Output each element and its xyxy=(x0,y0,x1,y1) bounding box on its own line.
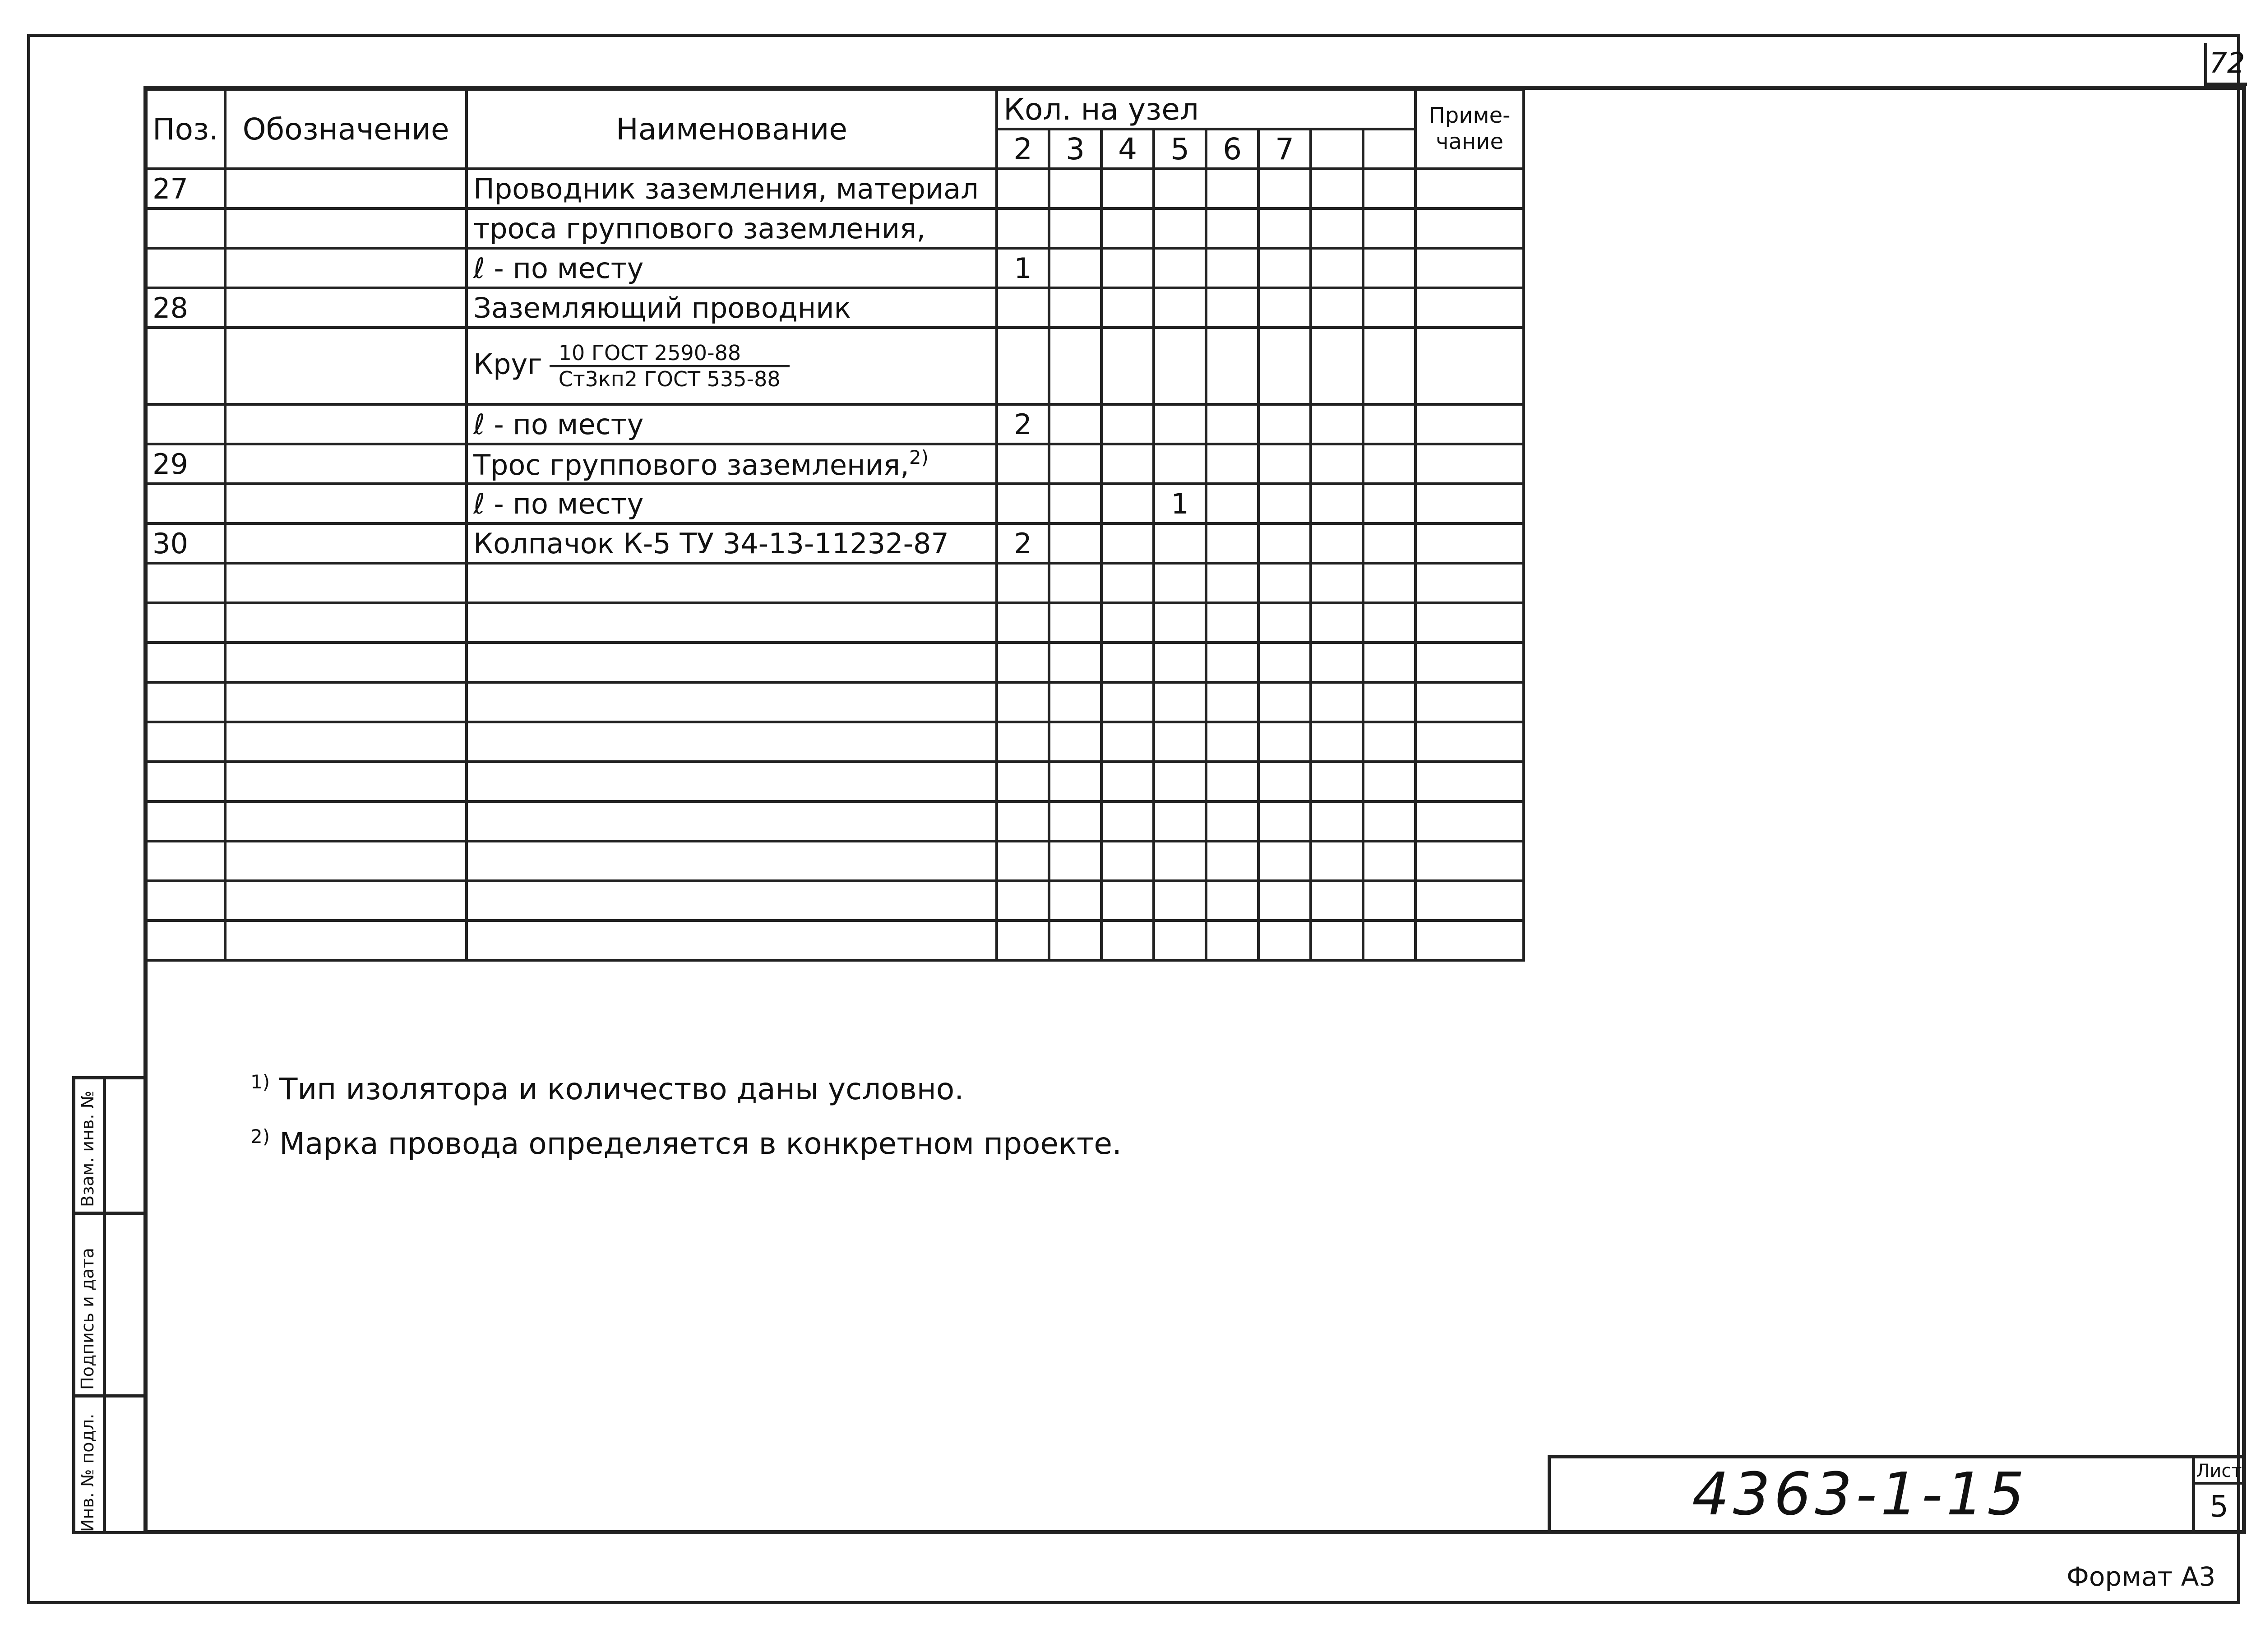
empty-cell xyxy=(1258,762,1311,801)
empty-cell xyxy=(225,682,467,722)
table-row xyxy=(146,248,1524,288)
empty-cell xyxy=(1206,921,1258,960)
empty-cell xyxy=(1154,801,1206,841)
qty-cell xyxy=(997,208,1049,248)
row-designation xyxy=(225,404,467,444)
empty-cell xyxy=(1258,881,1311,921)
row-note xyxy=(1415,404,1524,444)
empty-row xyxy=(146,841,1524,881)
empty-cell xyxy=(1049,762,1101,801)
qty-cell xyxy=(1101,169,1154,208)
empty-cell xyxy=(1206,643,1258,682)
row-name xyxy=(467,248,997,288)
empty-cell xyxy=(1206,841,1258,881)
qty-cell xyxy=(1101,328,1154,404)
row-note xyxy=(1415,248,1524,288)
empty-cell xyxy=(1415,682,1524,722)
row-note xyxy=(1415,444,1524,484)
empty-cell xyxy=(1049,603,1101,643)
empty-cell xyxy=(1363,921,1415,960)
sheet-corner-number: 72 xyxy=(2204,43,2247,86)
empty-cell xyxy=(1311,643,1363,682)
empty-cell xyxy=(1415,762,1524,801)
table-row xyxy=(146,404,1524,444)
qty-cell xyxy=(1101,523,1154,563)
row-name xyxy=(467,484,997,523)
qty-cell xyxy=(1101,404,1154,444)
empty-cell xyxy=(1049,682,1101,722)
empty-row xyxy=(146,801,1524,841)
qty-cell xyxy=(1258,523,1311,563)
qty-cell xyxy=(1311,404,1363,444)
empty-cell xyxy=(1101,603,1154,643)
empty-cell xyxy=(1154,841,1206,881)
row-name-text: ℓ - по месту xyxy=(473,407,644,441)
qty-cell xyxy=(997,169,1049,208)
qty-cell xyxy=(1101,484,1154,523)
qty-cell xyxy=(1363,208,1415,248)
qty-col-header: 7 xyxy=(1258,129,1311,169)
empty-cell xyxy=(1206,563,1258,603)
empty-cell xyxy=(1415,881,1524,921)
qty-cell xyxy=(1049,484,1101,523)
empty-cell xyxy=(1154,921,1206,960)
empty-cell xyxy=(467,881,997,921)
qty-cell xyxy=(1258,208,1311,248)
empty-cell xyxy=(1101,801,1154,841)
empty-cell xyxy=(1311,722,1363,762)
qty-col-header: 2 xyxy=(997,129,1049,169)
empty-cell xyxy=(1415,801,1524,841)
empty-cell xyxy=(225,881,467,921)
empty-cell xyxy=(1101,563,1154,603)
empty-cell xyxy=(467,682,997,722)
row-pos: 27 xyxy=(146,169,225,208)
empty-cell xyxy=(467,801,997,841)
table-row xyxy=(146,328,1524,404)
header-row xyxy=(146,89,1524,129)
empty-cell xyxy=(1415,563,1524,603)
empty-cell xyxy=(467,643,997,682)
empty-cell xyxy=(1311,841,1363,881)
empty-cell xyxy=(1206,881,1258,921)
row-note xyxy=(1415,169,1524,208)
empty-cell xyxy=(1154,762,1206,801)
empty-cell xyxy=(1154,563,1206,603)
empty-cell xyxy=(467,563,997,603)
row-name-text: ℓ - по месту xyxy=(473,487,644,520)
qty-cell xyxy=(1206,328,1258,404)
qty-cell xyxy=(1311,328,1363,404)
row-note xyxy=(1415,328,1524,404)
qty-cell xyxy=(1206,404,1258,444)
fraction-denominator: Ст3кп2 ГОСТ 535-88 xyxy=(558,366,781,391)
empty-cell xyxy=(225,643,467,682)
empty-cell xyxy=(1049,921,1101,960)
qty-cell xyxy=(1101,248,1154,288)
empty-cell xyxy=(1101,881,1154,921)
row-pos: 28 xyxy=(146,288,225,328)
empty-cell xyxy=(1415,643,1524,682)
qty-cell xyxy=(1154,523,1206,563)
qty-cell xyxy=(1258,484,1311,523)
qty-cell xyxy=(1311,523,1363,563)
empty-cell xyxy=(1101,722,1154,762)
empty-cell xyxy=(997,881,1049,921)
row-name-text: Заземляющий проводник xyxy=(473,291,851,324)
empty-cell xyxy=(225,762,467,801)
empty-cell xyxy=(1415,722,1524,762)
empty-cell xyxy=(1101,682,1154,722)
empty-cell xyxy=(1258,921,1311,960)
empty-cell xyxy=(997,841,1049,881)
table-row xyxy=(146,444,1524,484)
empty-cell xyxy=(1101,762,1154,801)
qty-cell xyxy=(1154,404,1206,444)
table-row xyxy=(146,169,1524,208)
empty-row xyxy=(146,722,1524,762)
qty-cell xyxy=(1311,288,1363,328)
row-designation xyxy=(225,208,467,248)
fraction-numerator: 10 ГОСТ 2590-88 xyxy=(550,341,790,367)
row-pos: 30 xyxy=(146,523,225,563)
row-pos: 29 xyxy=(146,444,225,484)
empty-cell xyxy=(997,563,1049,603)
empty-cell xyxy=(1154,682,1206,722)
empty-cell xyxy=(146,762,225,801)
empty-cell xyxy=(1415,603,1524,643)
empty-cell xyxy=(225,841,467,881)
qty-cell xyxy=(1206,523,1258,563)
table-row xyxy=(146,208,1524,248)
row-pos xyxy=(146,328,225,404)
empty-cell xyxy=(146,881,225,921)
empty-cell xyxy=(1311,762,1363,801)
side-stamp-original-inv: Инв. № подл. xyxy=(78,1413,97,1532)
header-note: Приме- чание xyxy=(1415,89,1524,169)
qty-cell xyxy=(1206,288,1258,328)
qty-cell xyxy=(1363,523,1415,563)
empty-cell xyxy=(1363,801,1415,841)
row-name xyxy=(467,328,997,404)
qty-cell xyxy=(1363,404,1415,444)
footnotes xyxy=(250,1058,1122,1167)
empty-cell xyxy=(1154,881,1206,921)
qty-cell xyxy=(1049,208,1101,248)
qty-cell xyxy=(1049,523,1101,563)
empty-cell xyxy=(1311,881,1363,921)
row-name-text: Колпачок К-5 ТУ 34-13-11232-87 xyxy=(473,527,949,560)
qty-cell xyxy=(1101,208,1154,248)
empty-cell xyxy=(1258,563,1311,603)
table-row xyxy=(146,288,1524,328)
qty-cell: 2 xyxy=(997,404,1049,444)
empty-row xyxy=(146,762,1524,801)
empty-cell xyxy=(1206,722,1258,762)
qty-col-header: 3 xyxy=(1049,129,1101,169)
footnote-2: $^{2)}$ Марка провода определяется в конкретном проекте. xyxy=(250,1125,1122,1161)
qty-cell xyxy=(1363,288,1415,328)
row-pos xyxy=(146,208,225,248)
empty-cell xyxy=(1206,801,1258,841)
empty-cell xyxy=(997,603,1049,643)
specification-table xyxy=(144,88,1525,962)
empty-cell xyxy=(225,563,467,603)
row-note xyxy=(1415,523,1524,563)
empty-cell xyxy=(146,643,225,682)
row-note xyxy=(1415,484,1524,523)
empty-cell xyxy=(1049,801,1101,841)
sheet-number: 5 xyxy=(2210,1489,2228,1524)
empty-cell xyxy=(1258,722,1311,762)
qty-cell xyxy=(1206,444,1258,484)
qty-col-header: 5 xyxy=(1154,129,1206,169)
empty-cell xyxy=(225,801,467,841)
sheet-label: Лист xyxy=(2194,1458,2244,1485)
empty-cell xyxy=(1049,563,1101,603)
empty-cell xyxy=(1154,603,1206,643)
empty-cell xyxy=(1311,801,1363,841)
qty-cell xyxy=(1206,484,1258,523)
empty-cell xyxy=(1415,841,1524,881)
empty-cell xyxy=(997,722,1049,762)
qty-cell xyxy=(1049,444,1101,484)
qty-cell xyxy=(1258,288,1311,328)
qty-cell xyxy=(1311,484,1363,523)
qty-cell xyxy=(1154,208,1206,248)
qty-cell xyxy=(1049,404,1101,444)
empty-cell xyxy=(1311,563,1363,603)
qty-col-header xyxy=(1363,129,1415,169)
qty-cell xyxy=(1206,248,1258,288)
row-pos xyxy=(146,404,225,444)
empty-cell xyxy=(1363,603,1415,643)
qty-cell xyxy=(1101,444,1154,484)
side-stamp-divider xyxy=(72,1394,147,1397)
row-name xyxy=(467,288,997,328)
qty-cell: 1 xyxy=(1154,484,1206,523)
header-pos: Поз. xyxy=(146,89,225,169)
qty-cell xyxy=(1154,169,1206,208)
row-name xyxy=(467,404,997,444)
empty-row xyxy=(146,643,1524,682)
empty-cell xyxy=(1154,643,1206,682)
empty-cell xyxy=(1154,722,1206,762)
qty-col-header xyxy=(1311,129,1363,169)
side-stamp-replacement-inv: Взам. инв. № xyxy=(78,1090,97,1207)
empty-cell xyxy=(467,722,997,762)
empty-row xyxy=(146,921,1524,960)
empty-row xyxy=(146,603,1524,643)
qty-cell xyxy=(1049,169,1101,208)
qty-cell xyxy=(1154,248,1206,288)
empty-cell xyxy=(1101,643,1154,682)
empty-cell xyxy=(1258,801,1311,841)
table-row xyxy=(146,484,1524,523)
empty-cell xyxy=(467,841,997,881)
header-name: Наименование xyxy=(467,89,997,169)
row-name xyxy=(467,523,997,563)
empty-cell xyxy=(1363,563,1415,603)
qty-cell xyxy=(1258,328,1311,404)
qty-cell xyxy=(1363,248,1415,288)
qty-cell xyxy=(997,484,1049,523)
empty-cell xyxy=(1258,841,1311,881)
empty-cell xyxy=(1363,881,1415,921)
empty-cell xyxy=(146,921,225,960)
empty-cell xyxy=(225,722,467,762)
empty-cell xyxy=(1049,881,1101,921)
qty-cell xyxy=(1363,328,1415,404)
empty-cell xyxy=(1311,682,1363,722)
side-stamp-divider xyxy=(72,1212,147,1215)
empty-cell xyxy=(997,762,1049,801)
empty-cell xyxy=(146,841,225,881)
qty-cell xyxy=(1049,248,1101,288)
empty-cell xyxy=(467,921,997,960)
qty-cell: 1 xyxy=(997,248,1049,288)
qty-cell xyxy=(1049,328,1101,404)
row-designation xyxy=(225,444,467,484)
empty-cell xyxy=(1206,603,1258,643)
row-name-text: ℓ - по месту xyxy=(473,251,644,285)
empty-cell xyxy=(467,603,997,643)
empty-cell xyxy=(1049,643,1101,682)
empty-cell xyxy=(1049,841,1101,881)
qty-cell xyxy=(1049,288,1101,328)
material-fraction xyxy=(550,341,790,391)
qty-cell xyxy=(1363,444,1415,484)
empty-cell xyxy=(146,722,225,762)
qty-cell xyxy=(1154,444,1206,484)
empty-cell xyxy=(146,682,225,722)
qty-cell xyxy=(1206,208,1258,248)
empty-cell xyxy=(1049,722,1101,762)
empty-cell xyxy=(1415,921,1524,960)
row-pos xyxy=(146,484,225,523)
empty-cell xyxy=(1363,682,1415,722)
header-designation: Обозначение xyxy=(225,89,467,169)
document-code: 4363-1-15 xyxy=(1692,1460,2028,1528)
empty-cell xyxy=(467,762,997,801)
empty-cell xyxy=(225,603,467,643)
empty-cell xyxy=(997,921,1049,960)
qty-cell xyxy=(1363,484,1415,523)
qty-col-header: 6 xyxy=(1206,129,1258,169)
qty-cell xyxy=(997,328,1049,404)
qty-cell xyxy=(1311,248,1363,288)
qty-col-header: 4 xyxy=(1101,129,1154,169)
format-label: Формат А3 xyxy=(2066,1561,2216,1592)
empty-cell xyxy=(1258,603,1311,643)
empty-cell xyxy=(1363,722,1415,762)
empty-cell xyxy=(1206,762,1258,801)
row-designation xyxy=(225,328,467,404)
table-row xyxy=(146,523,1524,563)
row-designation xyxy=(225,523,467,563)
qty-cell xyxy=(1258,169,1311,208)
empty-cell xyxy=(146,603,225,643)
empty-cell xyxy=(997,643,1049,682)
qty-cell xyxy=(1363,169,1415,208)
qty-cell xyxy=(997,444,1049,484)
header-qty: Кол. на узел xyxy=(997,89,1415,129)
row-note xyxy=(1415,288,1524,328)
side-stamp-signature-date: Подпись и дата xyxy=(78,1248,97,1390)
row-name xyxy=(467,444,997,484)
row-name-text: Трос группового заземления, xyxy=(473,449,909,481)
row-name-text: троса группового заземления, xyxy=(473,212,926,245)
empty-cell xyxy=(1258,643,1311,682)
empty-cell xyxy=(146,801,225,841)
empty-cell xyxy=(997,682,1049,722)
footnote-ref: 2) xyxy=(909,446,929,468)
empty-cell xyxy=(1258,682,1311,722)
row-designation xyxy=(225,288,467,328)
qty-cell xyxy=(1154,288,1206,328)
empty-cell xyxy=(1363,841,1415,881)
empty-row xyxy=(146,563,1524,603)
empty-cell xyxy=(1363,643,1415,682)
row-name xyxy=(467,169,997,208)
empty-cell xyxy=(1101,841,1154,881)
empty-cell xyxy=(1311,921,1363,960)
row-name-text: Круг xyxy=(473,347,542,381)
empty-cell xyxy=(997,801,1049,841)
empty-cell xyxy=(1206,682,1258,722)
empty-cell xyxy=(225,921,467,960)
qty-cell xyxy=(997,288,1049,328)
qty-cell xyxy=(1311,208,1363,248)
row-note xyxy=(1415,208,1524,248)
qty-cell: 2 xyxy=(997,523,1049,563)
row-name xyxy=(467,208,997,248)
empty-cell xyxy=(146,563,225,603)
row-designation xyxy=(225,169,467,208)
qty-cell xyxy=(1258,404,1311,444)
qty-cell xyxy=(1206,169,1258,208)
footnote-1: $^{1)}$ Тип изолятора и количество даны условно. xyxy=(250,1071,964,1106)
qty-cell xyxy=(1311,444,1363,484)
empty-row xyxy=(146,881,1524,921)
qty-cell xyxy=(1258,444,1311,484)
qty-cell xyxy=(1258,248,1311,288)
empty-cell xyxy=(1101,921,1154,960)
empty-cell xyxy=(1311,603,1363,643)
row-designation xyxy=(225,248,467,288)
qty-cell xyxy=(1154,328,1206,404)
row-name-text: Проводник заземления, материал xyxy=(473,172,979,205)
row-pos xyxy=(146,248,225,288)
qty-cell xyxy=(1101,288,1154,328)
empty-cell xyxy=(1363,762,1415,801)
row-designation xyxy=(225,484,467,523)
empty-row xyxy=(146,682,1524,722)
qty-cell xyxy=(1311,169,1363,208)
